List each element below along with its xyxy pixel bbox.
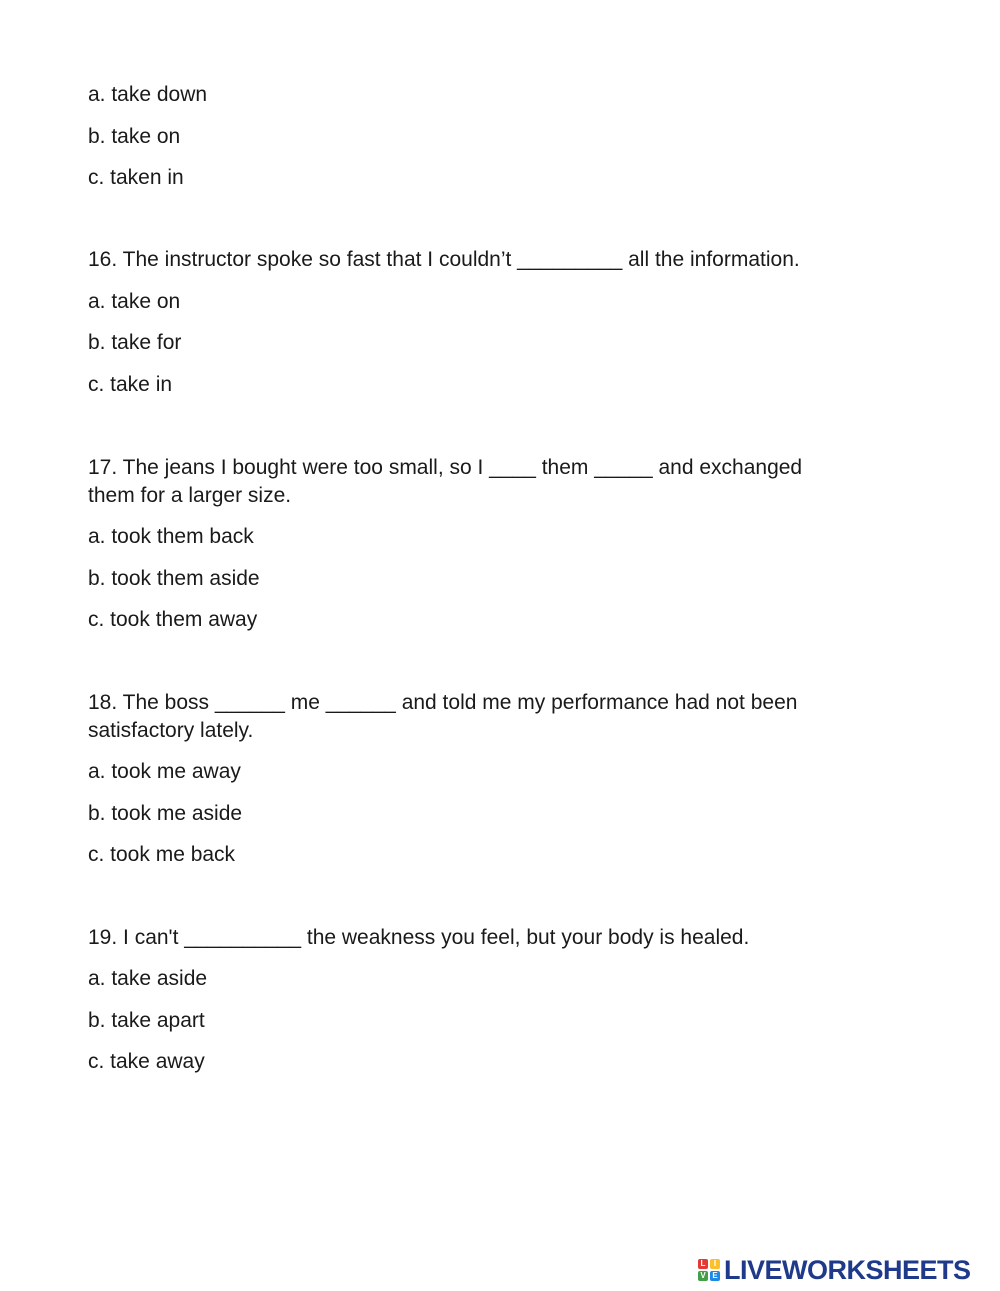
q17-question-line2: them for a larger size. bbox=[88, 484, 292, 507]
q19-option-b: b. take apart bbox=[88, 1009, 205, 1032]
q18-option-c: c. took me back bbox=[88, 843, 236, 866]
q18-option-b: b. took me aside bbox=[88, 802, 243, 825]
logo-block-v: V bbox=[698, 1271, 708, 1281]
q17-option-c: c. took them away bbox=[88, 608, 258, 631]
q19-option-c: c. take away bbox=[88, 1050, 205, 1073]
brand-name: LIVEWORKSHEETS bbox=[724, 1255, 971, 1285]
q17-option-b: b. took them aside bbox=[88, 567, 260, 590]
logo-block-l: L bbox=[698, 1259, 708, 1269]
q19-option-a: a. take aside bbox=[88, 967, 208, 990]
live-blocks-icon bbox=[698, 1259, 720, 1281]
q15-option-c: c. taken in bbox=[88, 166, 184, 189]
q17-option-a: a. took them back bbox=[88, 525, 254, 548]
logo-block-e: E bbox=[710, 1271, 720, 1281]
liveworksheets-logo bbox=[698, 1255, 971, 1285]
q17-question-line1: 17. The jeans I bought were too small, so I ____ them _____ and exchanged bbox=[88, 456, 803, 479]
q18-question-line2: satisfactory lately. bbox=[88, 719, 254, 742]
q16-option-a: a. take on bbox=[88, 290, 181, 313]
q16-question: 16. The instructor spoke so fast that I couldn’t _________ all the information. bbox=[88, 248, 800, 271]
q16-option-b: b. take for bbox=[88, 331, 182, 354]
logo-block-i: I bbox=[710, 1259, 720, 1269]
q18-option-a: a. took me away bbox=[88, 760, 241, 783]
q15-option-a: a. take down bbox=[88, 83, 208, 106]
q18-question-line1: 18. The boss ______ me ______ and told me my performance had not been bbox=[88, 691, 798, 714]
q19-question: 19. I can't __________ the weakness you feel, but your body is healed. bbox=[88, 926, 750, 949]
q16-option-c: c. take in bbox=[88, 373, 173, 396]
q15-option-b: b. take on bbox=[88, 125, 181, 148]
